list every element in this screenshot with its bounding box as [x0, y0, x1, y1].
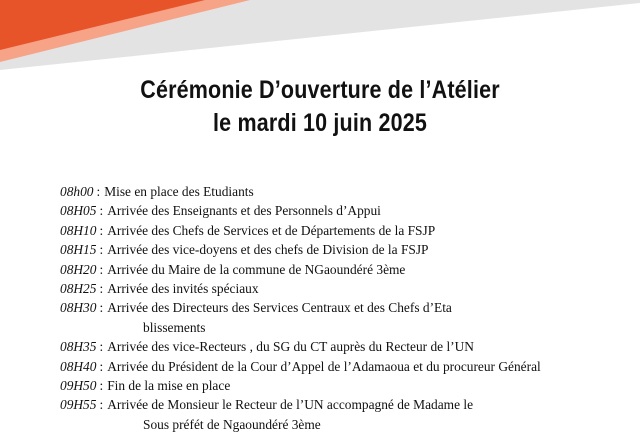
schedule-item: 08H10 : Arrivée des Chefs de Services et de Départements de la FSJP	[60, 222, 436, 238]
schedule-text-continuation: Sous préfét de Ngaoundéré 3ème	[143, 416, 321, 432]
schedule-item: 08h00 : Mise en place des Etudiants	[60, 184, 254, 199]
title-line-1: Cérémonie D’ouverture de l’Atélier	[140, 76, 500, 104]
schedule-time: 08H40	[60, 358, 97, 374]
schedule-item: 08H05 : Arrivée des Enseignants et des Personnels d’Appui	[60, 203, 381, 219]
schedule-text: Arrivée des Chefs de Services et de Départements de la FSJP	[107, 222, 436, 238]
schedule-text: Arrivée des vice-Recteurs , du SG du CT auprès du Recteur de l’UN	[107, 339, 474, 355]
schedule-text: Arrivée des invités spéciaux	[107, 281, 259, 297]
schedule-time: 08H30	[60, 300, 97, 316]
schedule-time: 09H50	[60, 378, 97, 394]
schedule-text: Arrivée du Maire de la commune de NGaoundéré 3ème	[107, 261, 406, 277]
schedule-text: Fin de la mise en place	[107, 378, 231, 394]
schedule-text: Arrivée des Enseignants et des Personnels d’Appui	[107, 203, 381, 219]
schedule-list	[60, 182, 620, 434]
schedule-time: 08H20	[60, 261, 97, 277]
schedule-time: 08h00	[60, 184, 94, 199]
schedule-text: Arrivée des vice-doyens et des chefs de Division de la FSJP	[107, 242, 429, 258]
schedule-text-continuation: blissements	[143, 319, 206, 335]
schedule-item: 08H20 : Arrivée du Maire de la commune de NGaoundéré 3ème	[60, 261, 406, 277]
title-line-2: le mardi 10 juin 2025	[213, 109, 427, 137]
schedule-time: 08H05	[60, 203, 97, 219]
schedule-item: 08H25 : Arrivée des invités spéciaux	[60, 281, 259, 297]
schedule-text: Arrivée de Monsieur le Recteur de l’UN accompagné de Madame le	[107, 397, 474, 413]
schedule-item: 08H30 : Arrivée des Directeurs des Services Centraux et des Chefs d’Eta	[60, 300, 452, 316]
schedule-item: 08H15 : Arrivée des vice-doyens et des chefs de Division de la FSJP	[60, 242, 429, 258]
schedule-item: 08H40 : Arrivée du Président de la Cour d’Appel de l’Adamaoua et du procureur Général	[60, 358, 541, 374]
schedule-item: 08H35 : Arrivée des vice-Recteurs , du SG du CT auprès du Recteur de l’UN	[60, 339, 474, 355]
header-decoration	[0, 0, 640, 70]
schedule-item: 09H50 : Fin de la mise en place	[60, 378, 231, 394]
schedule-text: Arrivée des Directeurs des Services Centraux et des Chefs d’Eta	[107, 300, 452, 316]
schedule-time: 08H35	[60, 339, 97, 355]
schedule-time: 09H55	[60, 397, 97, 413]
schedule-item: 09H55 : Arrivée de Monsieur le Recteur de l’UN accompagné de Madame le	[60, 397, 474, 413]
schedule-text: Arrivée du Président de la Cour d’Appel de l’Adamaoua et du procureur Général	[107, 358, 541, 374]
page-title	[45, 74, 595, 140]
schedule-time: 08H25	[60, 281, 97, 297]
schedule-text: Mise en place des Etudiants	[104, 184, 254, 199]
schedule-time: 08H10	[60, 222, 97, 238]
schedule-time: 08H15	[60, 242, 97, 258]
